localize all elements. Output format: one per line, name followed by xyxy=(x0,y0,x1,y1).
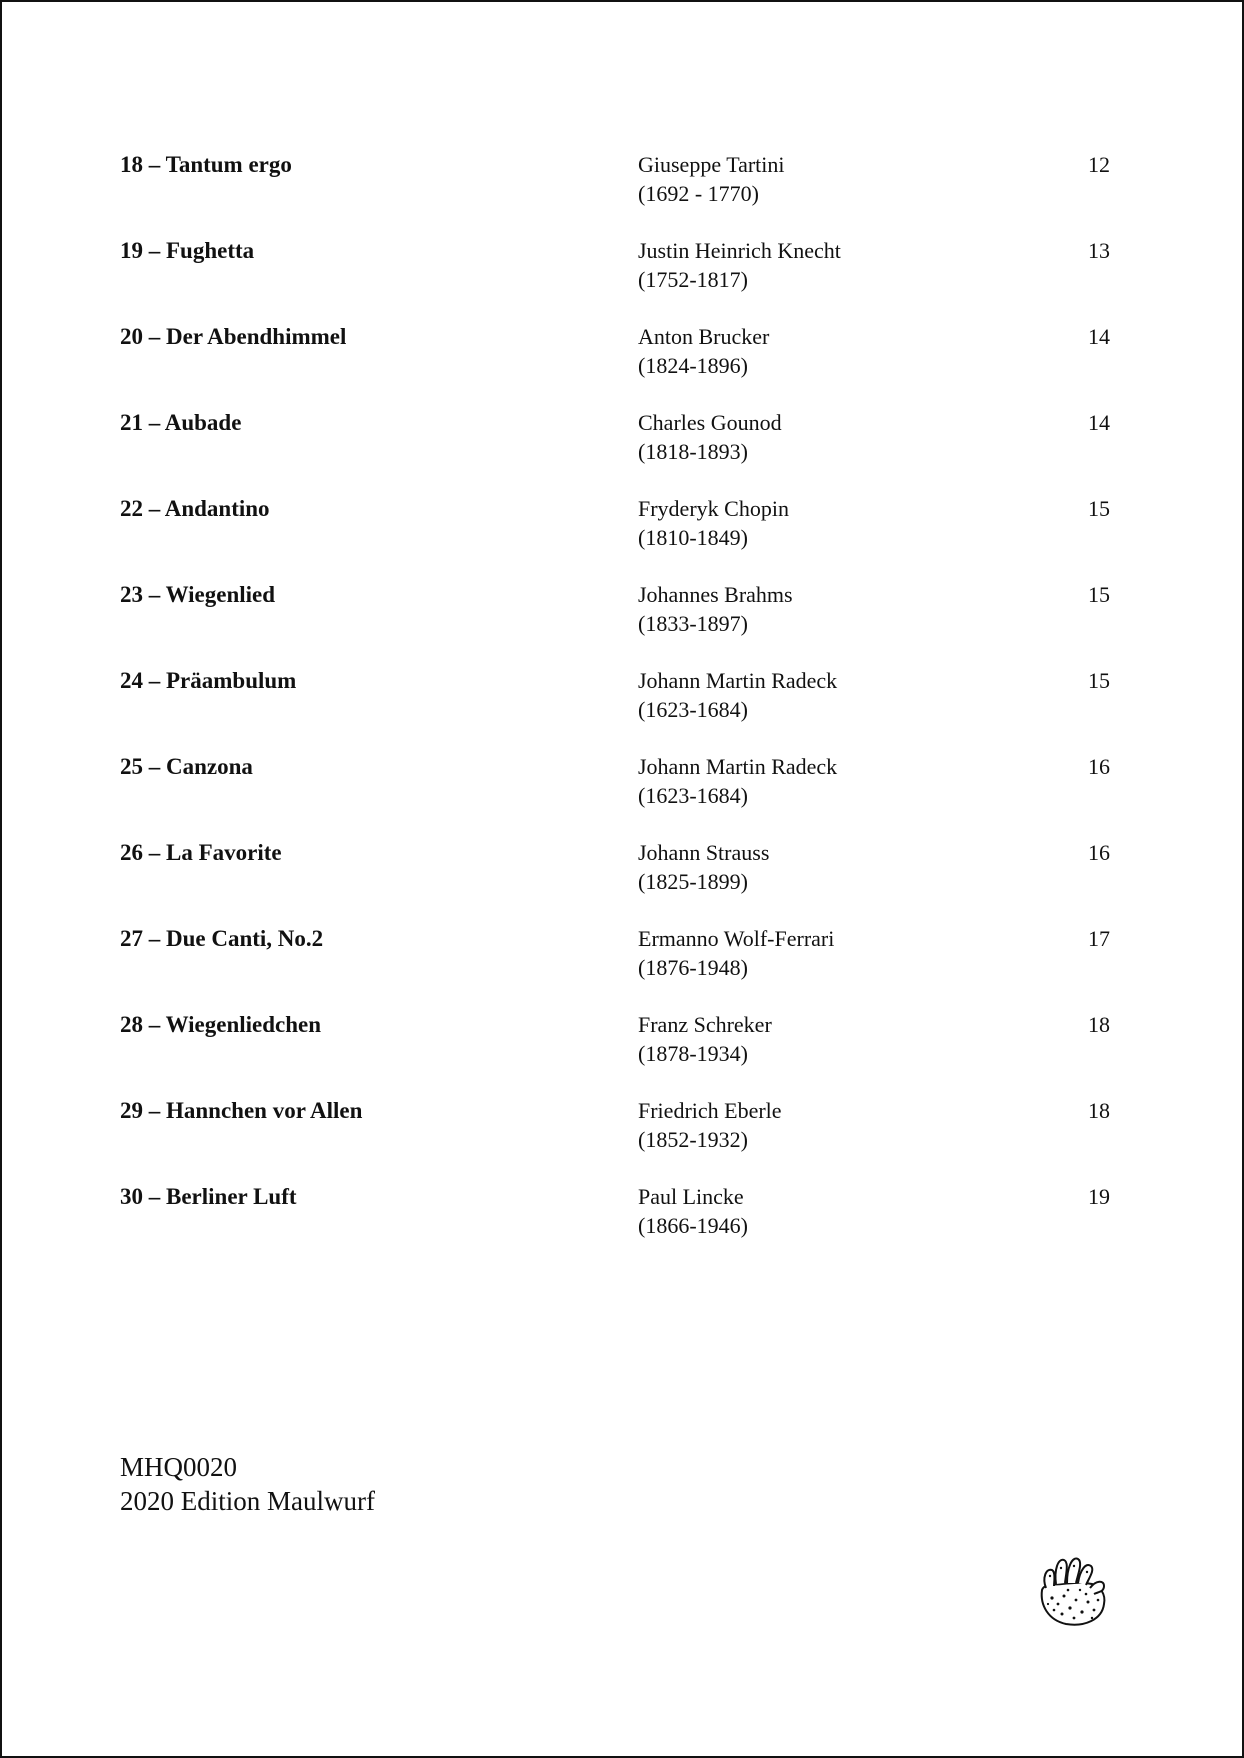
piece-title: 27 – Due Canti, No.2 xyxy=(120,926,324,951)
piece-title: 18 – Tantum ergo xyxy=(120,152,292,177)
toc-entry xyxy=(120,838,1110,924)
composer-dates: (1833-1897) xyxy=(638,611,748,636)
composer-name: Johann Strauss xyxy=(638,840,770,865)
composer-name: Johann Martin Radeck xyxy=(638,668,838,693)
toc-entry xyxy=(120,580,1110,666)
composer-name: Johann Martin Radeck xyxy=(638,754,838,779)
composer-name: Justin Heinrich Knecht xyxy=(638,238,841,263)
composer-dates: (1852-1932) xyxy=(638,1127,748,1152)
piece-title: 22 – Andantino xyxy=(120,496,270,521)
imprint xyxy=(120,1450,375,1518)
page-number: 17 xyxy=(1088,926,1110,951)
composer-dates: (1824-1896) xyxy=(638,353,748,378)
composer-block xyxy=(638,580,793,638)
piece-title: 30 – Berliner Luft xyxy=(120,1184,297,1209)
edition-line: 2020 Edition Maulwurf xyxy=(120,1486,375,1516)
composer-block xyxy=(638,924,834,982)
piece-title: 26 – La Favorite xyxy=(120,840,282,865)
composer-name: Friedrich Eberle xyxy=(638,1098,782,1123)
composer-name: Ermanno Wolf-Ferrari xyxy=(638,926,835,951)
page-number: 15 xyxy=(1088,496,1110,521)
composer-block xyxy=(638,322,769,380)
toc-entry xyxy=(120,1010,1110,1096)
toc-entry xyxy=(120,236,1110,322)
composer-name: Paul Lincke xyxy=(638,1184,744,1209)
piece-title: 28 – Wiegenliedchen xyxy=(120,1012,322,1037)
page-number: 16 xyxy=(1088,840,1110,865)
composer-dates: (1818-1893) xyxy=(638,439,748,464)
piece-title: 24 – Präambulum xyxy=(120,668,297,693)
toc-entry xyxy=(120,408,1110,494)
page-number: 15 xyxy=(1088,582,1110,607)
composer-dates: (1876-1948) xyxy=(638,955,748,980)
composer-name: Giuseppe Tartini xyxy=(638,152,785,177)
composer-block xyxy=(638,408,782,466)
composer-dates: (1825-1899) xyxy=(638,869,748,894)
catalog-number: MHQ0020 xyxy=(120,1452,238,1482)
page-number: 19 xyxy=(1088,1184,1110,1209)
toc-entry xyxy=(120,752,1110,838)
piece-title: 20 – Der Abendhimmel xyxy=(120,324,347,349)
composer-dates: (1692 - 1770) xyxy=(638,181,759,206)
composer-name: Fryderyk Chopin xyxy=(638,496,789,521)
page-number: 14 xyxy=(1088,324,1110,349)
composer-block xyxy=(638,1010,772,1068)
piece-title: 25 – Canzona xyxy=(120,754,253,779)
page-number: 18 xyxy=(1088,1012,1110,1037)
composer-name: Franz Schreker xyxy=(638,1012,772,1037)
composer-block xyxy=(638,752,837,810)
piece-title: 29 – Hannchen vor Allen xyxy=(120,1098,363,1123)
page-number: 14 xyxy=(1088,410,1110,435)
toc-entry xyxy=(120,666,1110,752)
toc-entry xyxy=(120,1182,1110,1268)
toc-entry xyxy=(120,494,1110,580)
toc-entry xyxy=(120,924,1110,1010)
page-number: 15 xyxy=(1088,668,1110,693)
composer-dates: (1878-1934) xyxy=(638,1041,748,1066)
composer-block xyxy=(638,666,837,724)
toc-entry xyxy=(120,322,1110,408)
composer-block xyxy=(638,1096,782,1154)
page-number: 16 xyxy=(1088,754,1110,779)
table-of-contents xyxy=(120,150,1110,1268)
composer-name: Anton Brucker xyxy=(638,324,770,349)
composer-dates: (1623-1684) xyxy=(638,697,748,722)
composer-block xyxy=(638,838,769,896)
toc-entry xyxy=(120,150,1110,236)
composer-block xyxy=(638,150,785,208)
composer-name: Charles Gounod xyxy=(638,410,782,435)
page-number: 12 xyxy=(1088,152,1110,177)
composer-dates: (1810-1849) xyxy=(638,525,748,550)
piece-title: 23 – Wiegenlied xyxy=(120,582,276,607)
piece-title: 19 – Fughetta xyxy=(120,238,255,263)
page-number: 13 xyxy=(1088,238,1110,263)
composer-dates: (1623-1684) xyxy=(638,783,748,808)
toc-entry xyxy=(120,1096,1110,1182)
composer-block xyxy=(638,494,789,552)
composer-dates: (1866-1946) xyxy=(638,1213,748,1238)
mole-paw-icon xyxy=(1032,1550,1112,1630)
composer-block xyxy=(638,1182,748,1240)
composer-block xyxy=(638,236,841,294)
page-number: 18 xyxy=(1088,1098,1110,1123)
composer-name: Johannes Brahms xyxy=(638,582,793,607)
composer-dates: (1752-1817) xyxy=(638,267,748,292)
piece-title: 21 – Aubade xyxy=(120,410,242,435)
